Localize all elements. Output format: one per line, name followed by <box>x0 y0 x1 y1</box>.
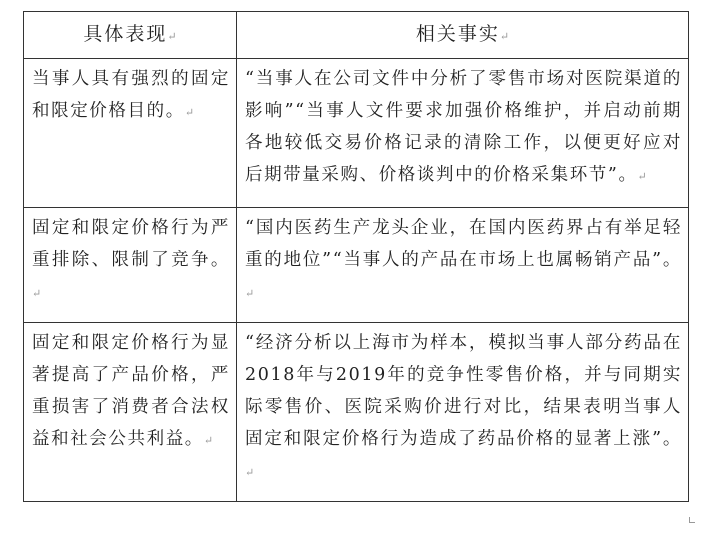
fact-cell <box>237 59 689 208</box>
fact-cell <box>237 323 689 502</box>
table-row <box>24 323 689 502</box>
paragraph-mark-icon: ↵ <box>499 29 510 43</box>
facts-table <box>23 11 689 502</box>
manifestation-cell <box>24 323 237 502</box>
cell-text: “经济分析以上海市为样本，模拟当事人部分药品在2018年与2019年的竞争性零售价格，并与同期实际零售价、医院采购价进行对比，结果表明当事人固定和限定价格行为造成了药品价格的显著上涨”。 <box>245 333 682 449</box>
table-header-row <box>24 12 689 59</box>
paragraph-mark-icon: ↵ <box>203 434 214 447</box>
header-label: 具体表现 <box>83 22 168 45</box>
paragraph-mark-icon: ↵ <box>245 287 255 300</box>
table-row <box>24 208 689 323</box>
cell-text: 当事人具有强烈的固定和限定价格目的。 <box>32 69 230 121</box>
manifestation-cell <box>24 59 237 208</box>
fact-cell <box>237 208 689 323</box>
cell-text: 固定和限定价格行为严重排除、限制了竞争。 <box>32 218 230 270</box>
cell-text: “当事人在公司文件中分析了零售市场对医院渠道的影响”“当事人文件要求加强价格维护，并启动前期各地较低交易价格记录的清除工作，以便更好应对后期带量采购、价格谈判中的价格采集环节”。 <box>245 69 682 185</box>
paragraph-mark-icon: ↵ <box>184 106 195 119</box>
header-cell <box>237 12 689 59</box>
paragraph-mark-icon: ↵ <box>637 170 647 183</box>
corner-mark-icon <box>689 517 695 523</box>
manifestation-cell <box>24 208 237 323</box>
header-label: 相关事实 <box>415 22 500 45</box>
table-row <box>24 59 689 208</box>
paragraph-mark-icon: ↵ <box>32 287 42 300</box>
cell-text: 固定和限定价格行为显著提高了产品价格，严重损害了消费者合法权益和社会公共利益。 <box>32 333 230 449</box>
header-cell <box>24 12 237 59</box>
paragraph-mark-icon: ↵ <box>245 466 255 479</box>
paragraph-mark-icon: ↵ <box>167 29 177 43</box>
cell-text: “国内医药生产龙头企业，在国内医药界占有举足轻重的地位”“当事人的产品在市场上也属畅销产品”。 <box>245 218 682 270</box>
